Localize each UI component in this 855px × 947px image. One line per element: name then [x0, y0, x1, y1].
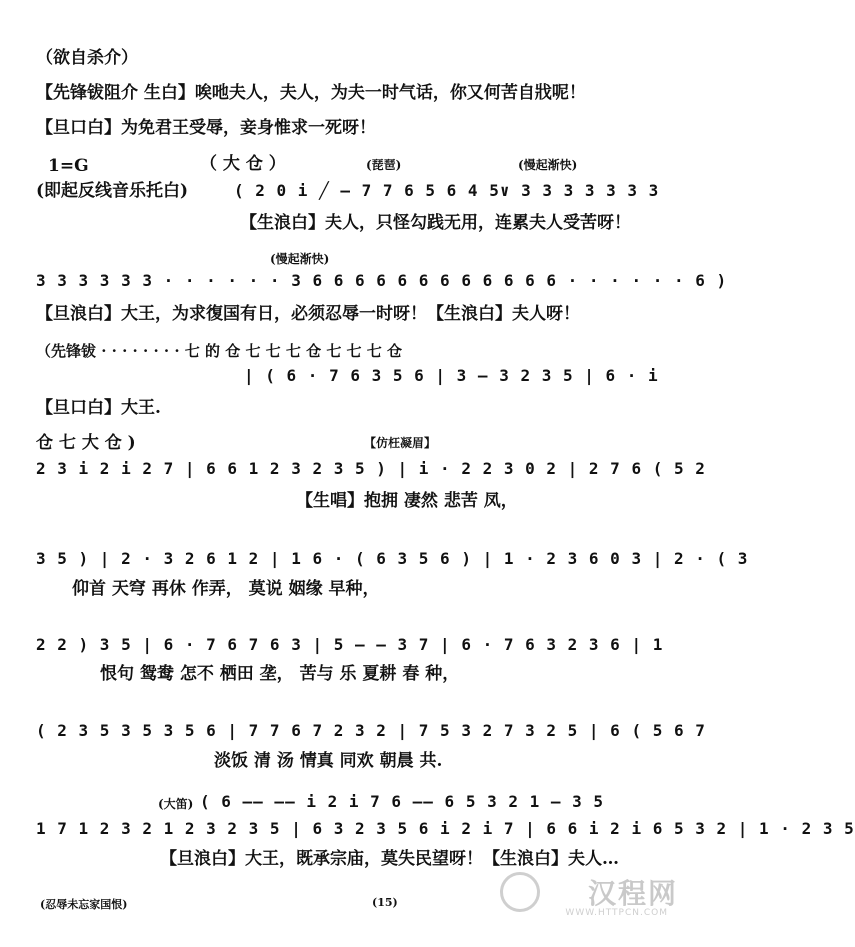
stage-direction: （欲自杀介）: [36, 48, 138, 68]
tempo-label: (慢起渐快): [270, 252, 330, 266]
page-number: (15): [372, 896, 398, 909]
percussion-cue: 仓 七 大 仓 ): [36, 433, 136, 453]
dialogue-line: 【旦浪白】大王，为求復国有日，必须忍辱一时呀！【生浪白】夫人呀！: [36, 304, 580, 324]
tempo-label: (慢起渐快): [518, 158, 578, 172]
notation-row: | ( 6 · 7 6 3 5 6 | 3 — 3 2 3 5 | 6 · i: [244, 366, 659, 385]
dialogue-line: 【旦口白】为免君王受辱，妾身惟求一死呀！: [36, 118, 376, 138]
footer-title: (忍辱未忘家国恨): [40, 898, 128, 911]
notation-row: 3 5 ) | 2 · 3 2 6 1 2 | 1 6 · ( 6 3 5 6 ) | 1 · 2 3 6 0 3 | 2 · ( 3: [36, 549, 749, 568]
key-signature: 1=G: [48, 156, 89, 176]
watermark: 汉程网: [587, 877, 678, 910]
dialogue-line: 【旦口白】大王.: [36, 398, 161, 418]
music-cue: (即起反线音乐托白): [36, 181, 189, 201]
notation-row: ( 6 —— —— i 2 i 7 6 —— 6 5 3 2 1 – 3 5: [200, 792, 605, 811]
watermark-url: WWW.HTTPCN.COM: [565, 908, 668, 918]
dialogue-line: 【生浪白】夫人，只怪勾践无用，连累夫人受苦呀！: [240, 213, 631, 233]
lyric-row: 【生唱】抱拥 凄然 悲苦 凤，: [296, 491, 518, 511]
percussion-cue: （ 大 仓 ）: [200, 154, 286, 174]
watermark-logo-icon: [500, 872, 540, 912]
notation-row: 1 7 1 2 3 2 1 2 3 2 3 5 | 6 3 2 3 5 6 i 2 i 7 | 6 6 i 2 i 6 5 3 2 | 1 · 2 3 5: [36, 819, 855, 838]
instrument-label: (大笛): [158, 797, 194, 811]
lyric-row: 仰首 天穹 再休 作弄， 莫说 姻缘 早种，: [72, 579, 380, 599]
notation-row: 3 3 3 3 3 3 · · · · · · 3 6 6 6 6 6 6 6 6 6 6 6 6 · · · · · · 6 ): [36, 271, 728, 290]
lyric-row: 淡饭 清 汤 情真 同欢 朝晨 共.: [214, 751, 443, 771]
notation-row: ( 2 3 5 3 5 3 5 6 | 7 7 6 7 2 3 2 | 7 5 3 2 7 3 2 5 | 6 ( 5 6 7: [36, 721, 706, 740]
tune-title: 【仿枉凝眉】: [364, 436, 437, 450]
notation-row: ( 2 0 i ╱ – 7 7 6 5 6 4 5∨ 3 3 3 3 3 3 3: [234, 181, 660, 200]
lyric-row: 恨句 鸳鸯 怎不 栖田 垄， 苦与 乐 夏耕 春 种，: [100, 664, 460, 684]
notation-row: 2 2 ) 3 5 | 6 · 7 6 7 6 3 | 5 – – 3 7 | 6 · 7 6 3 2 3 6 | 1: [36, 635, 664, 654]
dialogue-line: 【旦浪白】大王，既承宗庙，莫失民望呀！【生浪白】夫人…: [160, 849, 619, 869]
percussion-cue: （先锋钹 · · · · · · · · 七 的 仓 七 七 七 仓 七 七 七 仓: [36, 342, 403, 360]
dialogue-line: 【先锋钹阻介 生白】唉吔夫人，夫人，为夫一时气话，你又何苦自戕呢！: [36, 83, 586, 103]
instrument-label: (琵琶): [366, 158, 402, 172]
notation-row: 2 3 i 2 i 2 7 | 6 6 1 2 3 2 3 5 ) | i · 2 2 3 0 2 | 2 7 6 ( 5 2: [36, 459, 706, 478]
